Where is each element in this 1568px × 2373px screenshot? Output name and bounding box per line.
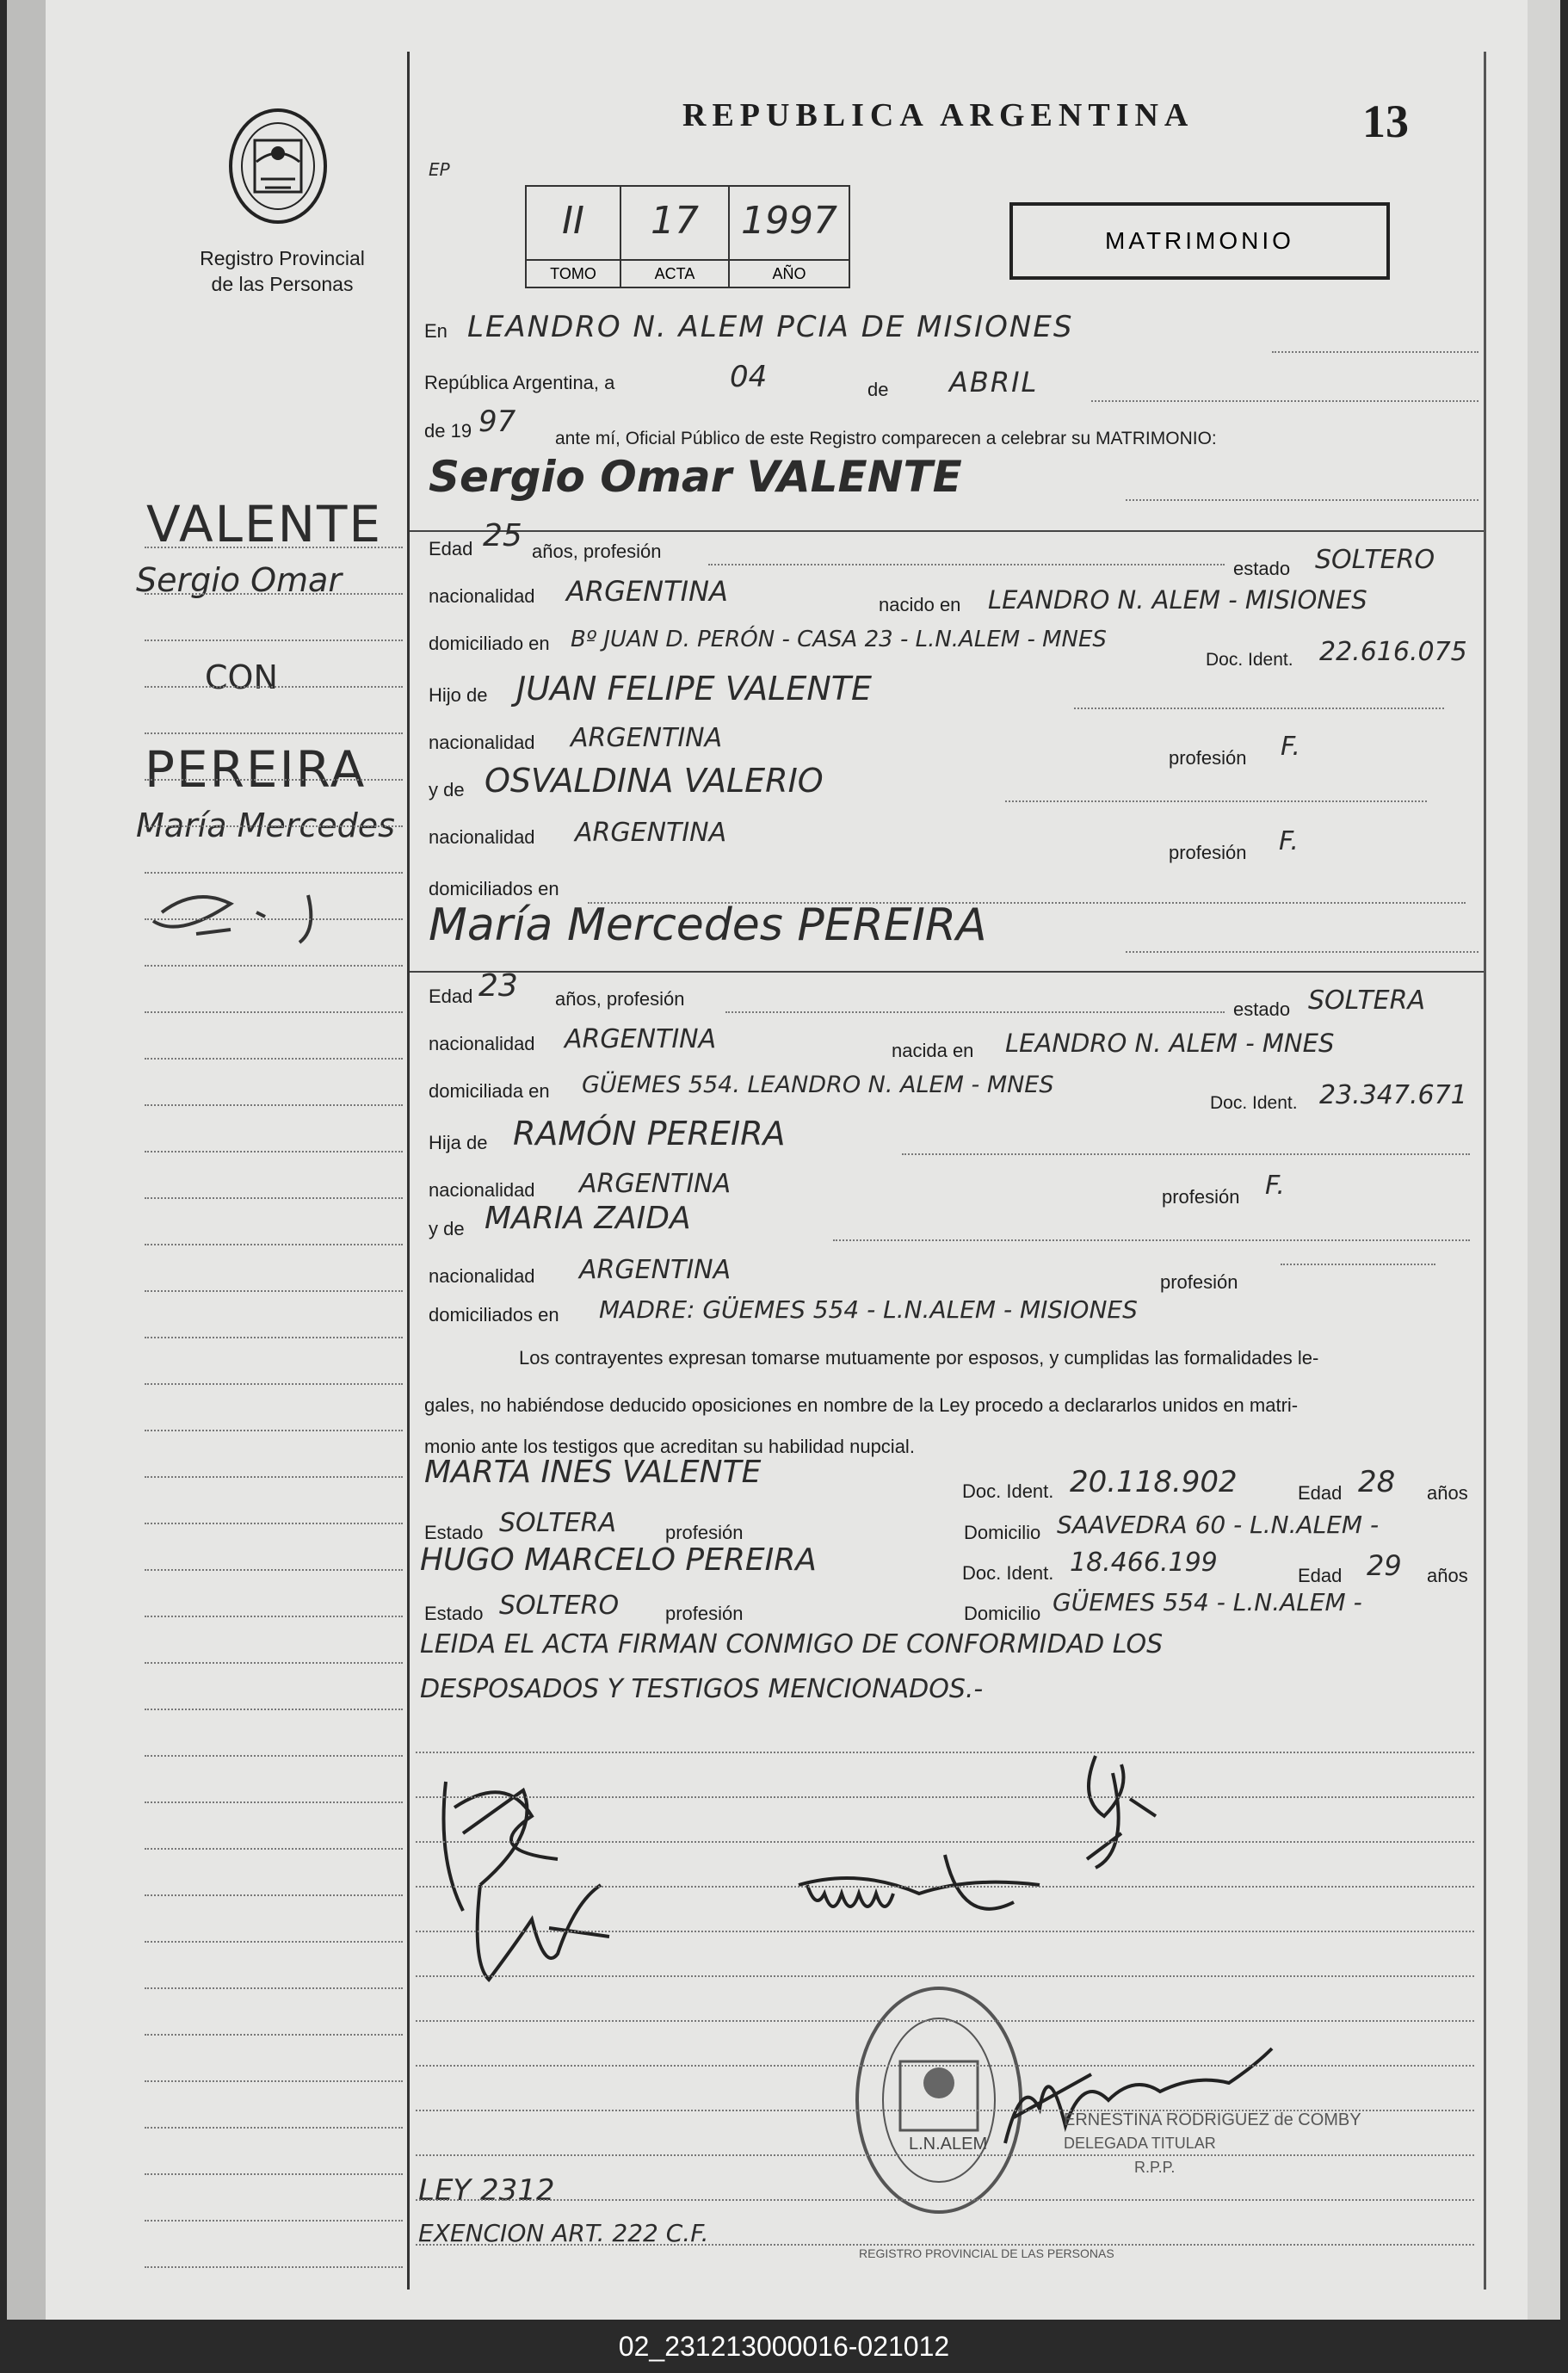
year-prefix: de 19 [424,420,472,442]
bride-nacionalidad-label: nacionalidad [429,1033,535,1054]
officer-name: ERNESTINA RODRIGUEZ de COMBY [1064,2110,1361,2129]
witness2-estado: SOLTERO [499,1591,620,1621]
bride-edad-label: Edad [429,986,473,1007]
bride-anos-profesion-label: años, profesión [555,988,685,1010]
margin-rule-line [145,918,403,920]
margin-rule-line [145,1662,403,1664]
body-rule-line [416,1975,1474,1977]
bride-nacionalidad-value: ARGENTINA [565,1024,717,1054]
day-value: 04 [730,360,768,394]
bride-domiciliados-label: domiciliados en [429,1304,559,1326]
bride-domiciliados-value: MADRE: GÜEMES 554 - L.N.ALEM - MISIONES [599,1295,1138,1324]
record-id-box [525,185,850,288]
margin-rule-line [145,547,403,548]
bride-father-nac: ARGENTINA [579,1169,732,1199]
margin-rule-line [145,1104,403,1106]
anio-label: AÑO [730,259,849,287]
en-label: En [424,320,448,342]
witness1-estado-label: Estado [424,1522,484,1543]
margin-rule-line [145,686,403,688]
bride-domicilio-value: GÜEMES 554. LEANDRO N. ALEM - MNES [582,1072,1054,1098]
witness1-profesion-label: profesión [665,1522,744,1543]
witness2-age: 29 [1367,1549,1402,1582]
margin-rule-line [145,2034,403,2036]
bride-full-name: María Mercedes PEREIRA [429,899,987,951]
groom-mother-nac-label: nacionalidad [429,826,535,848]
margin-rule-line [145,2173,403,2175]
margin-rule-line [145,779,403,781]
groom-y-de-label: y de [429,779,465,800]
margin-rule-line [145,1337,403,1338]
witness1-estado: SOLTERA [499,1508,616,1538]
margin-rule-line [145,1011,403,1013]
margin-rule-line [145,965,403,967]
groom-father-nac-label: nacionalidad [429,732,535,753]
month-value: ABRIL [949,366,1039,399]
margin-rule-line [145,2220,403,2222]
witness2-estado-label: Estado [424,1603,484,1624]
groom-father-prof: F. [1281,732,1300,762]
margin-rule-line [145,1383,403,1385]
witness1-domicilio: SAAVEDRA 60 - L.N.ALEM - [1057,1511,1380,1539]
witness2-signature [790,1842,1048,1937]
groom-father-nac: ARGENTINA [571,723,723,753]
margin-rule-line [145,825,403,827]
witness2-edad-label: Edad [1298,1565,1343,1586]
witness1-doc-label: Doc. Ident. [962,1480,1054,1502]
groom-doc-label: Doc. Ident. [1206,650,1293,670]
margin-rule-line [145,2080,403,2082]
margin-rule-line [145,1244,403,1245]
margin-rule-line [145,1987,403,1989]
witness1-edad-label: Edad [1298,1482,1343,1504]
witness2-doc-label: Doc. Ident. [962,1562,1054,1584]
margin-rule-line [145,1523,403,1524]
body-rule-line [416,2244,1474,2246]
witness2-profesion-label: profesión [665,1603,744,1624]
margin-rule-line [145,1801,403,1803]
closing-line1: LEIDA EL ACTA FIRMAN CONMIGO DE CONFORMIDAD LOS [420,1629,1164,1659]
margin-rule-line [145,1569,403,1571]
margin-rule-line [145,1848,403,1850]
right-rule [1484,52,1486,2290]
groom-full-name: Sergio Omar VALENTE [429,452,962,502]
bride-doc-value: 23.347.671 [1319,1080,1467,1110]
margin-initials-signature [145,878,368,947]
witness1-signature [1061,1747,1173,1876]
place-value: LEANDRO N. ALEM PCIA DE MISIONES [467,310,1074,344]
groom-father-prof-label: profesión [1169,747,1247,769]
margin-rule-line [145,1709,403,1710]
margin-rule-line [145,1430,403,1431]
groom-father: JUAN FELIPE VALENTE [516,670,873,708]
acta-label: ACTA [621,259,728,287]
page-number: 13 [1362,96,1409,147]
tomo-label: TOMO [527,259,620,287]
margin-rule-line [145,732,403,734]
witness1-doc: 20.118.902 [1070,1465,1238,1499]
groom-doc-value: 22.616.075 [1319,637,1467,667]
bride-estado-label: estado [1233,998,1291,1020]
body-rule-line [416,1886,1474,1888]
record-type-box: MATRIMONIO [1009,202,1390,280]
groom-domicilio-value: Bº JUAN D. PERÓN - CASA 23 - L.N.ALEM - MNES [571,627,1107,652]
officer-office: R.P.P. [1134,2159,1176,2176]
groom-mother-nac: ARGENTINA [575,818,727,848]
declaration-line2: gales, no habiéndose deducido oposiciones en nombre de la Ley procedo a declararlos unidos en matri- [424,1394,1299,1416]
anio-value: 1997 [741,199,837,243]
republica-label: República Argentina, a [424,372,615,393]
groom-domiciliados-label: domiciliados en [429,878,559,899]
margin-rule-line [145,1197,403,1199]
declaration-line3: monio ante los testigos que acreditan su habilidad nupcial. [424,1436,915,1457]
declaration-line1: Los contrayentes expresan tomarse mutuamente por esposos, y cumplidas las formalidades le- [519,1347,1319,1369]
groom-nacido-value: LEANDRO N. ALEM - MISIONES [988,585,1367,615]
bride-doc-label: Doc. Ident. [1210,1093,1298,1113]
margin-groom-names: Sergio Omar [136,561,342,599]
body-rule-line [416,1796,1474,1798]
year-suffix: 97 [478,405,516,439]
tomo-value: II [562,199,584,243]
de-label: de [867,379,889,400]
margin-rule-line [145,872,403,874]
legal-line1: LEY 2312 [418,2173,555,2208]
witness1-domicilio-label: Domicilio [964,1522,1041,1543]
bride-estado-value: SOLTERA [1308,986,1425,1016]
groom-domicilio-label: domiciliado en [429,633,550,654]
groom-nacionalidad-value: ARGENTINA [566,575,728,608]
bride-father-nac-label: nacionalidad [429,1179,535,1201]
groom-age: 25 [483,518,522,553]
groom-estado-value: SOLTERO [1315,545,1435,575]
bride-mother: MARIA ZAIDA [485,1201,691,1236]
registry-name-line1: Registro Provincial [200,247,365,269]
body-rule-line [416,2110,1474,2111]
groom-mother-prof-label: profesión [1169,842,1247,863]
legal-line2: EXENCION ART. 222 C.F. [418,2219,709,2247]
body-rule-line [416,1931,1474,1932]
bride-mother-prof-label: profesión [1160,1271,1238,1293]
groom-mother-prof: F. [1279,826,1299,856]
groom-estado-label: estado [1233,558,1291,579]
page-edge-shadow [1528,0,1560,2320]
witness2-domicilio: GÜEMES 554 - L.N.ALEM - [1053,1588,1362,1616]
bride-father-prof: F. [1265,1171,1285,1201]
bride-nacida-value: LEANDRO N. ALEM - MNES [1005,1029,1335,1058]
margin-connector: CON [205,658,278,696]
bride-father-prof-label: profesión [1162,1186,1240,1208]
page-binding-shadow [7,0,46,2320]
closing-line2: DESPOSADOS Y TESTIGOS MENCIONADOS.- [420,1674,984,1704]
bride-age: 23 [478,968,518,1004]
body-rule-line [416,2154,1474,2156]
margin-bride-names: María Mercedes [136,806,395,844]
margin-rule-line [145,1290,403,1292]
groom-hijo-label: Hijo de [429,684,488,706]
margin-bride-surname: PEREIRA [145,740,367,799]
margin-rule-line [145,2127,403,2129]
margin-rule-line [145,1755,403,1757]
registry-name-line2: de las Personas [211,273,354,295]
witness2-domicilio-label: Domicilio [964,1603,1041,1624]
margin-rule [407,52,410,2290]
body-rule-line [416,1841,1474,1843]
margin-rule-line [145,640,403,641]
country-title: REPUBLICA ARGENTINA [682,97,1195,133]
intro-statement: ante mí, Oficial Público de este Registro comparecen a celebrar su MATRIMONIO: [555,429,1217,448]
body-rule-line [416,2020,1474,2022]
margin-rule-line [145,1941,403,1943]
margin-rule-line [145,1894,403,1896]
groom-nacido-label: nacido en [879,594,961,615]
witness1-name: MARTA INES VALENTE [424,1455,762,1490]
body-rule-line [416,1752,1474,1753]
scan-id: 02_231213000016-021012 [0,2320,1568,2373]
witness2-anos: años [1427,1565,1468,1586]
stamp-center-text: L.N.ALEM [909,2135,988,2154]
witness2-name: HUGO MARCELO PEREIRA [420,1542,817,1578]
margin-rule-line [145,1476,403,1478]
body-rule-line [416,2199,1474,2201]
bride-mother-nac-label: nacionalidad [429,1265,535,1287]
bride-mother-nac: ARGENTINA [579,1255,732,1285]
acta-value: 17 [651,199,699,243]
margin-rule-line [145,2266,403,2268]
province-seal-icon [222,102,334,231]
groom-edad-label: Edad [429,538,473,559]
margin-groom-surname: VALENTE [146,495,383,553]
stamp-ring-text: REGISTRO PROVINCIAL DE LAS PERSONAS [859,2246,1114,2260]
body-rule-line [416,2065,1474,2067]
witness1-anos: años [1427,1482,1468,1504]
witness1-age: 28 [1358,1465,1396,1499]
officer-title: DELEGADA TITULAR [1064,2135,1216,2152]
margin-rule-line [145,1151,403,1153]
bride-hija-label: Hija de [429,1132,488,1153]
bride-father: RAMÓN PEREIRA [513,1115,786,1153]
margin-rule-line [145,1616,403,1617]
bride-domicilio-label: domiciliada en [429,1080,550,1102]
groom-nacionalidad-label: nacionalidad [429,585,535,607]
groom-anos-profesion-label: años, profesión [532,541,662,562]
certificate-page [7,0,1560,2320]
witness2-doc: 18.466.199 [1070,1548,1218,1578]
ep-mark: EP [429,159,450,180]
bride-nacida-label: nacida en [892,1040,974,1061]
groom-mother: OSVALDINA VALERIO [485,762,824,800]
margin-rule-line [145,1058,403,1060]
margin-rule-line [145,593,403,595]
bride-y-de-label: y de [429,1218,465,1239]
